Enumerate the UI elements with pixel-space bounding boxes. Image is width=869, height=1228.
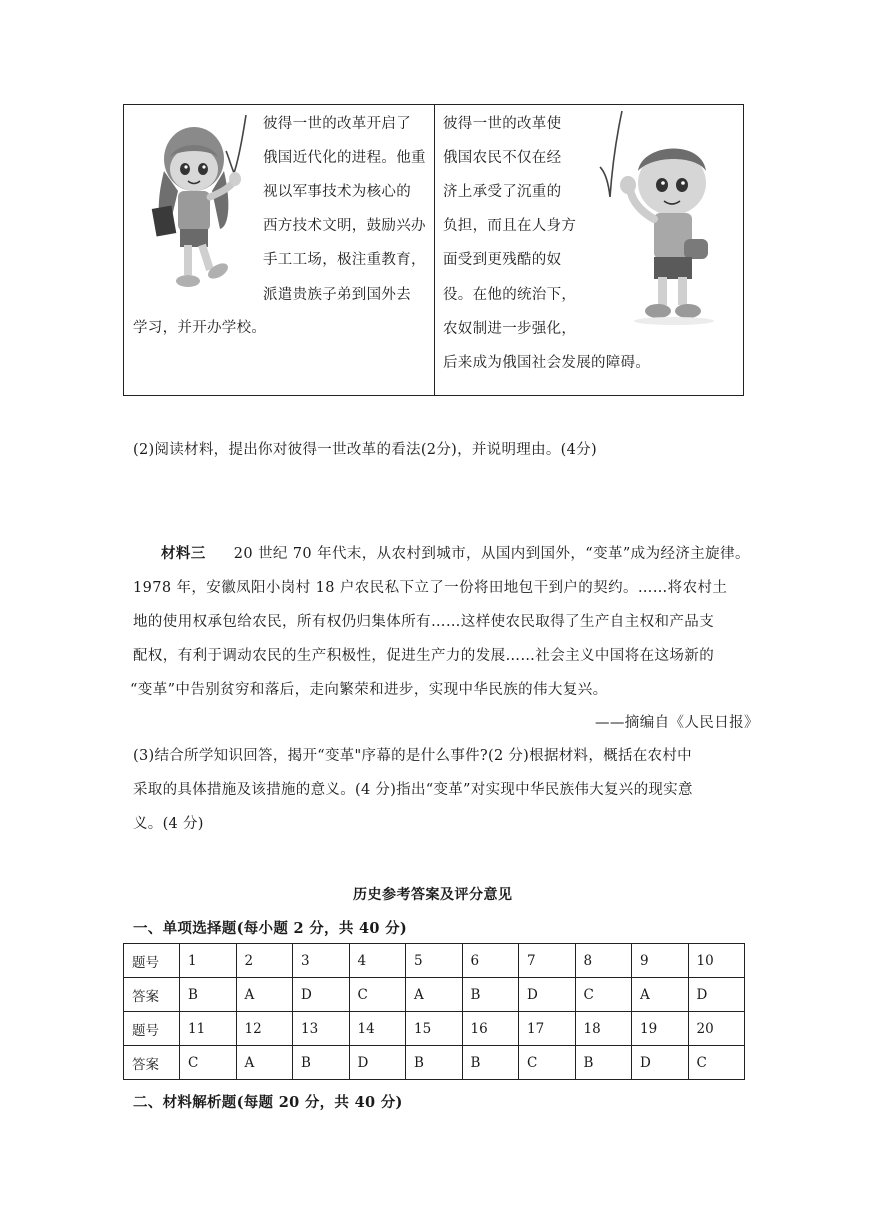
illustration-panel [123, 104, 744, 396]
material-3-line: 配权，有利于调动农民的生产积极性，促进生产力的发展……社会主义中国将在这场新的 [133, 648, 715, 664]
answer-cell: D [293, 978, 350, 1012]
row-label: 题号 [124, 944, 180, 978]
table-row [124, 944, 745, 978]
material-3-source: ——摘编自《人民日报》 [595, 715, 759, 731]
section-2-heading: 二、材料解析题(每题 20 分，共 40 分) [133, 1094, 403, 1111]
answer-cell: A [632, 978, 689, 1012]
material-3-line: 地的使用权承包给农民，所有权仍归集体所有……这样使农民取得了生产自主权和产品支 [133, 614, 715, 630]
right-text-line: 后来成为俄国社会发展的障碍。 [443, 355, 651, 371]
question-number: 18 [575, 1012, 632, 1046]
answers-title: 历史参考答案及评分意见 [353, 887, 513, 903]
answer-cell: B [462, 1046, 519, 1080]
left-text-line: 视以军事技术为核心的 [263, 184, 411, 200]
answer-cell: C [180, 1046, 237, 1080]
question-number: 9 [632, 944, 689, 978]
question-3-line: 采取的具体措施及该措施的意义。(4 分)指出“变革”对实现中华民族伟大复兴的现实意 [133, 782, 693, 798]
right-text-line: 济上承受了沉重的 [443, 184, 562, 200]
answer-cell: B [575, 1046, 632, 1080]
question-number: 19 [632, 1012, 689, 1046]
answer-cell: C [575, 978, 632, 1012]
material-3-first-line [161, 544, 750, 564]
question-number: 7 [519, 944, 576, 978]
question-3-line: 义。(4 分) [133, 816, 204, 832]
question-2: (2)阅读材料，提出你对彼得一世改革的看法(2分)，并说明理由。(4分) [133, 442, 597, 458]
answer-table [123, 943, 745, 1080]
row-label: 答案 [124, 1046, 180, 1080]
left-text-line: 手工工场，极注重教育， [263, 252, 426, 268]
right-text-line: 负担，而且在人身方 [443, 218, 577, 234]
boy-illustration [592, 109, 734, 329]
right-text-line: 役。在他的统治下， [443, 287, 577, 303]
left-text-line: 西方技术文明，鼓励兴办 [263, 218, 426, 234]
answer-cell: A [236, 978, 293, 1012]
left-text-line: 学习，并开办学校。 [133, 320, 267, 336]
left-text-line: 彼得一世的改革开启了 [263, 116, 411, 132]
question-number: 11 [180, 1012, 237, 1046]
question-number: 2 [236, 944, 293, 978]
question-number: 4 [349, 944, 406, 978]
material-3-line: “变革”中告别贫穷和落后，走向繁荣和进步，实现中华民族的伟大复兴。 [130, 682, 608, 698]
question-number: 16 [462, 1012, 519, 1046]
question-number: 3 [293, 944, 350, 978]
table-row [124, 1012, 745, 1046]
girl-illustration [134, 111, 264, 301]
answer-cell: D [688, 978, 745, 1012]
question-3-line: (3)结合所学知识回答，揭开“变革"序幕的是什么事件?(2 分)根据材料，概括在农村中 [133, 748, 692, 764]
question-number: 10 [688, 944, 745, 978]
answer-cell: D [519, 978, 576, 1012]
question-number: 8 [575, 944, 632, 978]
table-row [124, 1046, 745, 1080]
panel-divider [434, 105, 435, 395]
question-number: 14 [349, 1012, 406, 1046]
question-number: 20 [688, 1012, 745, 1046]
section-1-heading: 一、单项选择题(每小题 2 分，共 40 分) [133, 920, 408, 937]
question-number: 5 [406, 944, 463, 978]
answer-cell: B [406, 1046, 463, 1080]
question-number: 13 [293, 1012, 350, 1046]
question-number: 1 [180, 944, 237, 978]
material-3-line: 20 世纪 70 年代末，从农村到城市，从国内到国外，“变革”成为经济主旋律。 [233, 546, 750, 562]
answer-cell: C [349, 978, 406, 1012]
answer-cell: A [406, 978, 463, 1012]
table-row [124, 978, 745, 1012]
row-label: 答案 [124, 978, 180, 1012]
question-number: 17 [519, 1012, 576, 1046]
question-number: 15 [406, 1012, 463, 1046]
row-label: 题号 [124, 1012, 180, 1046]
left-text-line: 俄国近代化的进程。他重 [263, 150, 426, 166]
answer-cell: B [293, 1046, 350, 1080]
right-text-line: 彼得一世的改革使 [443, 116, 562, 132]
right-text-line: 农奴制进一步强化， [443, 321, 577, 337]
material-3-label: 材料三 [161, 545, 206, 562]
answer-cell: B [180, 978, 237, 1012]
answer-cell: D [632, 1046, 689, 1080]
material-3-line: 1978 年，安徽凤阳小岗村 18 户农民私下立了一份将田地包干到户的契约。……将农村土 [133, 580, 728, 596]
answer-cell: C [519, 1046, 576, 1080]
answer-cell: C [688, 1046, 745, 1080]
answer-cell: B [462, 978, 519, 1012]
right-text-line: 俄国农民不仅在经 [443, 150, 562, 166]
left-text-line: 派遣贵族子弟到国外去 [263, 287, 411, 303]
right-text-line: 面受到更残酷的奴 [443, 252, 562, 268]
question-number: 6 [462, 944, 519, 978]
answer-cell: D [349, 1046, 406, 1080]
answer-cell: A [236, 1046, 293, 1080]
question-number: 12 [236, 1012, 293, 1046]
